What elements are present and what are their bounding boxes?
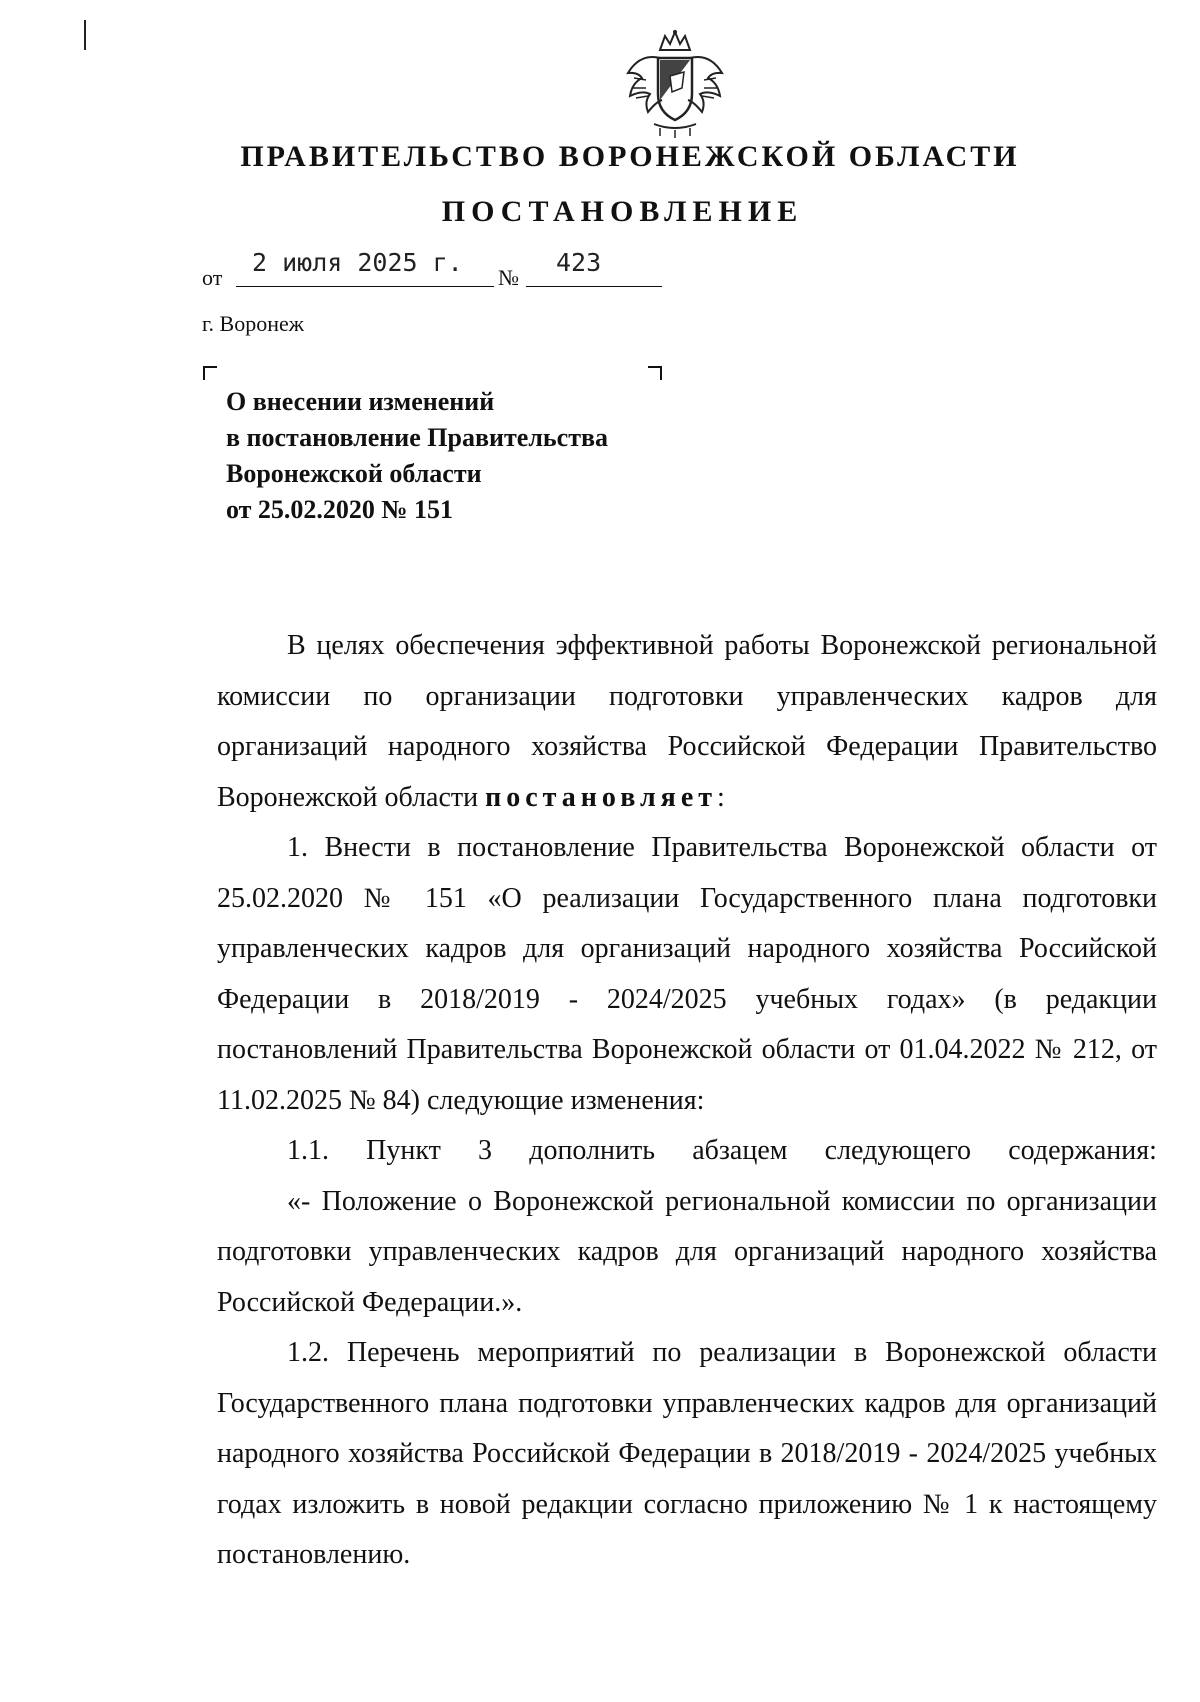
decree-word: постановляет [485, 781, 718, 813]
item-1-1-word: абзацем [692, 1135, 788, 1166]
number-underline [526, 286, 662, 287]
decree-colon: : [717, 781, 725, 813]
subject-corner-right [648, 366, 662, 380]
item-1-2-paragraph: 1.2. Перечень мероприятий по реализации в Воронежской области Государственного плана подготовки управленческих кадров для организаций народного хозяйства Российской Федерации в 2018/2019 - 2024/2025 учебных годах изложить в новой редакции согласно приложению № 1 к настоящему постановлению. [217, 1337, 1157, 1570]
date-prefix: от [202, 265, 223, 290]
item-1-1-paragraph [217, 1126, 1157, 1177]
number-value: 423 [556, 248, 602, 277]
item-1-1-word: содержания: [1008, 1135, 1157, 1166]
subject-line: О внесении изменений [226, 387, 495, 416]
subject-line: Воронежской области [226, 459, 482, 488]
coat-of-arms-icon [620, 28, 730, 138]
subject-line: в постановление Правительства [226, 423, 609, 452]
item-1-1-word: 3 [478, 1135, 493, 1166]
subject-corner-left [203, 366, 217, 380]
preamble-paragraph [217, 621, 1157, 823]
number-prefix: № [498, 265, 519, 290]
document-subject [226, 384, 608, 528]
date-value: 2 июля 2025 г. [252, 248, 463, 277]
subject-line: от 25.02.2020 № 151 [226, 495, 454, 524]
item-1-1-word: 1.1. [287, 1135, 329, 1166]
item-1-1-word: следующего [824, 1135, 972, 1166]
item-1-1-quote-paragraph: «- Положение о Воронежской региональной комиссии по организации подготовки управленческих кадров для организаций народного хозяйства Российской Федерации.». [217, 1185, 1157, 1318]
item-1-1-word: дополнить [529, 1135, 656, 1166]
item-1-1-word: Пункт [366, 1135, 441, 1166]
date-underline [236, 286, 494, 287]
government-title: ПРАВИТЕЛЬСТВО ВОРОНЕЖСКОЙ ОБЛАСТИ [240, 140, 1020, 173]
item-1-paragraph: 1. Внести в постановление Правительства Воронежской области от 25.02.2020 № 151 «О реализации Государственного плана подготовки управленческих кадров для организаций народного хозяйства Российской Федерации в 2018/2019 - 2024/2025 учебных годах» (в редакции постановлений Правительства Воронежской области от 01.04.2022 № 212, от 11.02.2025 № 84) следующие изменения: [217, 832, 1157, 1116]
preamble-text: В целях обеспечения эффективной работы Воронежской региональной комиссии по организации подготовки управленческих кадров для организаций народного хозяйства Российской Федерации Правительство Воронежской области [217, 630, 1157, 813]
document-type-title: ПОСТАНОВЛЕНИЕ [441, 195, 804, 228]
city-label: г. Воронеж [202, 311, 304, 336]
document-body [217, 621, 1157, 1581]
margin-mark [84, 20, 86, 50]
